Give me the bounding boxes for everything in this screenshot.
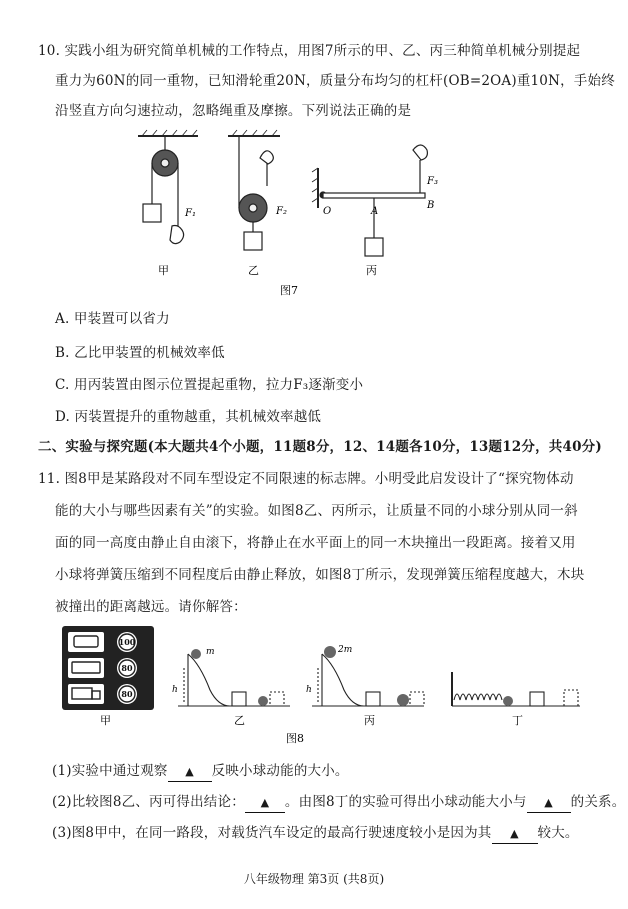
label-h-yi: h [172,685,178,695]
label-o: O [323,206,332,217]
q11-line3: 面的同一高度由静止自由滚下，将静止在水平面上的同一木块撞出一段距离。接着又用 [55,535,576,551]
label-fig8-yi: 乙 [234,714,245,727]
label-m: m [206,647,215,657]
label-bing: 丙 [366,264,377,277]
speed-limit-80-truck: 80 [121,689,133,699]
q10-option-c: C. 用丙装置由图示位置提起重物，拉力F₃逐渐变小 [55,377,364,393]
q11-sub1-text-b: 反映小球动能的大小。 [211,763,349,779]
q11-line4: 小球将弹簧压缩到不同程度后由静止释放，如图8丁所示，发现弹簧压缩程度越大，木块 [55,567,585,583]
q11-sub2-text-c: 的关系。 [570,794,626,810]
speed-limit-80-bus: 80 [121,663,133,673]
q11-sub1 [52,762,349,782]
q11-sub1-text-a: (1)实验中通过观察 [52,763,168,779]
label-yi: 乙 [248,264,259,277]
q11-sub3-text-b: 较大。 [537,825,579,841]
q10-line3: 沿竖直方向匀速拉动，忽略绳重及摩擦。下列说法正确的是 [55,103,412,119]
label-a: A [371,206,379,217]
q11-sub2-text-b: 。由图8丁的实验可得出小球动能大小与 [284,794,527,810]
label-fig8-bing: 丙 [364,714,375,727]
speed-limit-100: 100 [118,637,136,647]
label-2m: 2m [338,645,353,655]
q10-option-a: A. 甲装置可以省力 [55,311,170,327]
q11-line1: 11. 图8甲是某路段对不同车型设定不同限速的标志牌。小明受此启发设计了“探究物体动 [38,471,574,487]
label-h-bing: h [306,685,312,695]
q10-line2: 重力为60N的同一重物，已知滑轮重20N，质量分布均匀的杠杆(OB=2OA)重10N，手始终 [55,73,615,89]
label-b: B [427,200,435,211]
q11-sub3 [52,824,579,844]
figure-8-caption: 图8 [286,732,304,745]
page-footer: 八年级物理 第3页 (共8页) [243,872,385,886]
label-fig8-jia: 甲 [100,714,111,727]
section-2-heading: 二、实验与探究题(本大题共4个小题，11题8分，12、14题各10分，13题12分，共40分) [38,439,602,455]
q11-line2: 能的大小与哪些因素有关”的实验。如图8乙、丙所示，让质量不同的小球分别从同一斜 [55,503,578,519]
answer-blank-4[interactable]: ▲ [492,825,538,844]
label-fig8-ding: 丁 [512,714,523,727]
figure-7-caption: 图7 [280,284,298,297]
q10-line1: 10. 实践小组为研究简单机械的工作特点，用图7所示的甲、乙、丙三种简单机械分别提起 [38,43,581,59]
q10-option-b: B. 乙比甲装置的机械效率低 [55,345,225,361]
answer-blank-1[interactable]: ▲ [168,763,212,782]
q11-line5: 被撞出的距离越远。请你解答： [55,599,247,615]
q11-sub2 [52,793,625,813]
label-f2: F₂ [276,206,287,217]
answer-blank-2[interactable]: ▲ [245,794,285,813]
q10-option-d: D. 丙装置提升的重物越重，其机械效率越低 [55,409,322,425]
answer-blank-3[interactable]: ▲ [527,794,571,813]
label-f1: F₁ [185,208,196,219]
label-jia: 甲 [158,264,169,277]
label-f3: F₃ [427,176,438,187]
q11-sub3-text-a: (3)图8甲中，在同一路段，对载货汽车设定的最高行驶速度较小是因为其 [52,825,492,841]
figure-8 [60,624,590,746]
q11-sub2-text-a: (2)比较图8乙、丙可得出结论： [52,794,245,810]
figure-7 [120,128,450,306]
